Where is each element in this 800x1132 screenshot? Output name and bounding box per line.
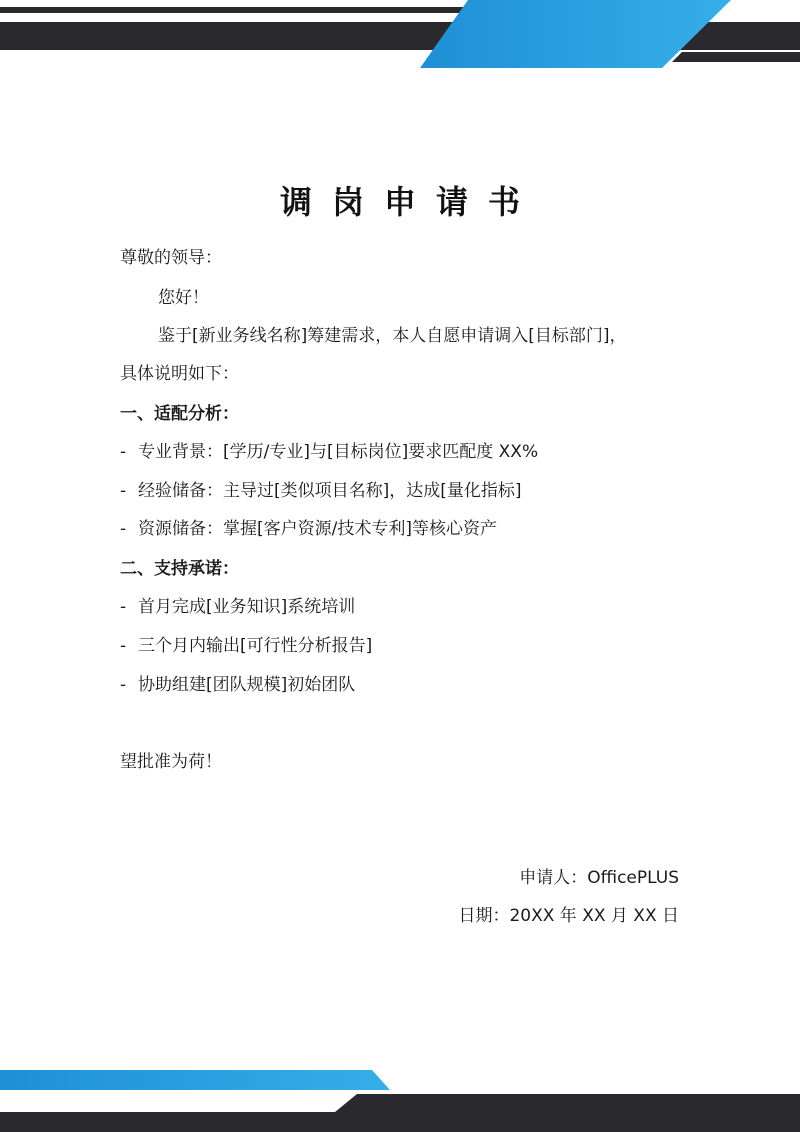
document-title: 调岗申请书 (279, 183, 540, 221)
top-right-stripe (672, 52, 800, 62)
list-marker: - (120, 597, 127, 617)
list-item-text: 经验储备：主导过[类似项目名称]，达成[量化指标] (138, 481, 522, 501)
list-item-text: 三个月内输出[可行性分析报告] (138, 636, 373, 656)
top-thin-stripe (0, 7, 470, 13)
list-item (120, 634, 372, 658)
list-item (120, 517, 497, 541)
list-item-text: 首月完成[业务知识]系统培训 (138, 597, 356, 617)
greeting: 您好！ (158, 288, 209, 308)
footer-decoration (0, 1062, 800, 1132)
section1-heading: 一、适配分析： (120, 404, 239, 424)
applicant-signature: 申请人：OfficePLUS (519, 868, 679, 888)
list-item (120, 479, 522, 503)
bottom-dark-band (0, 1094, 800, 1132)
closing-line: 望批准为荷！ (120, 752, 222, 772)
list-marker: - (120, 481, 127, 501)
list-marker: - (120, 675, 127, 695)
header-decoration (0, 0, 800, 80)
list-item (120, 595, 355, 619)
salutation: 尊敬的领导： (120, 248, 222, 268)
list-marker: - (120, 442, 127, 462)
application-date: 日期：20XX 年 XX 月 XX 日 (458, 906, 679, 926)
intro-line-1: 鉴于[新业务线名称]筹建需求，本人自愿申请调入[目标部门]， (158, 326, 627, 346)
intro-line-2: 具体说明如下： (120, 364, 239, 384)
list-marker: - (120, 636, 127, 656)
list-item-text: 资源储备：掌握[客户资源/技术专利]等核心资产 (138, 519, 497, 539)
section2-heading: 二、支持承诺： (120, 559, 239, 579)
list-item (120, 440, 538, 464)
list-marker: - (120, 519, 127, 539)
list-item (120, 673, 355, 697)
list-item-text: 专业背景：[学历/专业]与[目标岗位]要求匹配度 XX% (138, 442, 539, 462)
list-item-text: 协助组建[团队规模]初始团队 (138, 675, 356, 695)
bottom-blue-band (0, 1070, 390, 1090)
